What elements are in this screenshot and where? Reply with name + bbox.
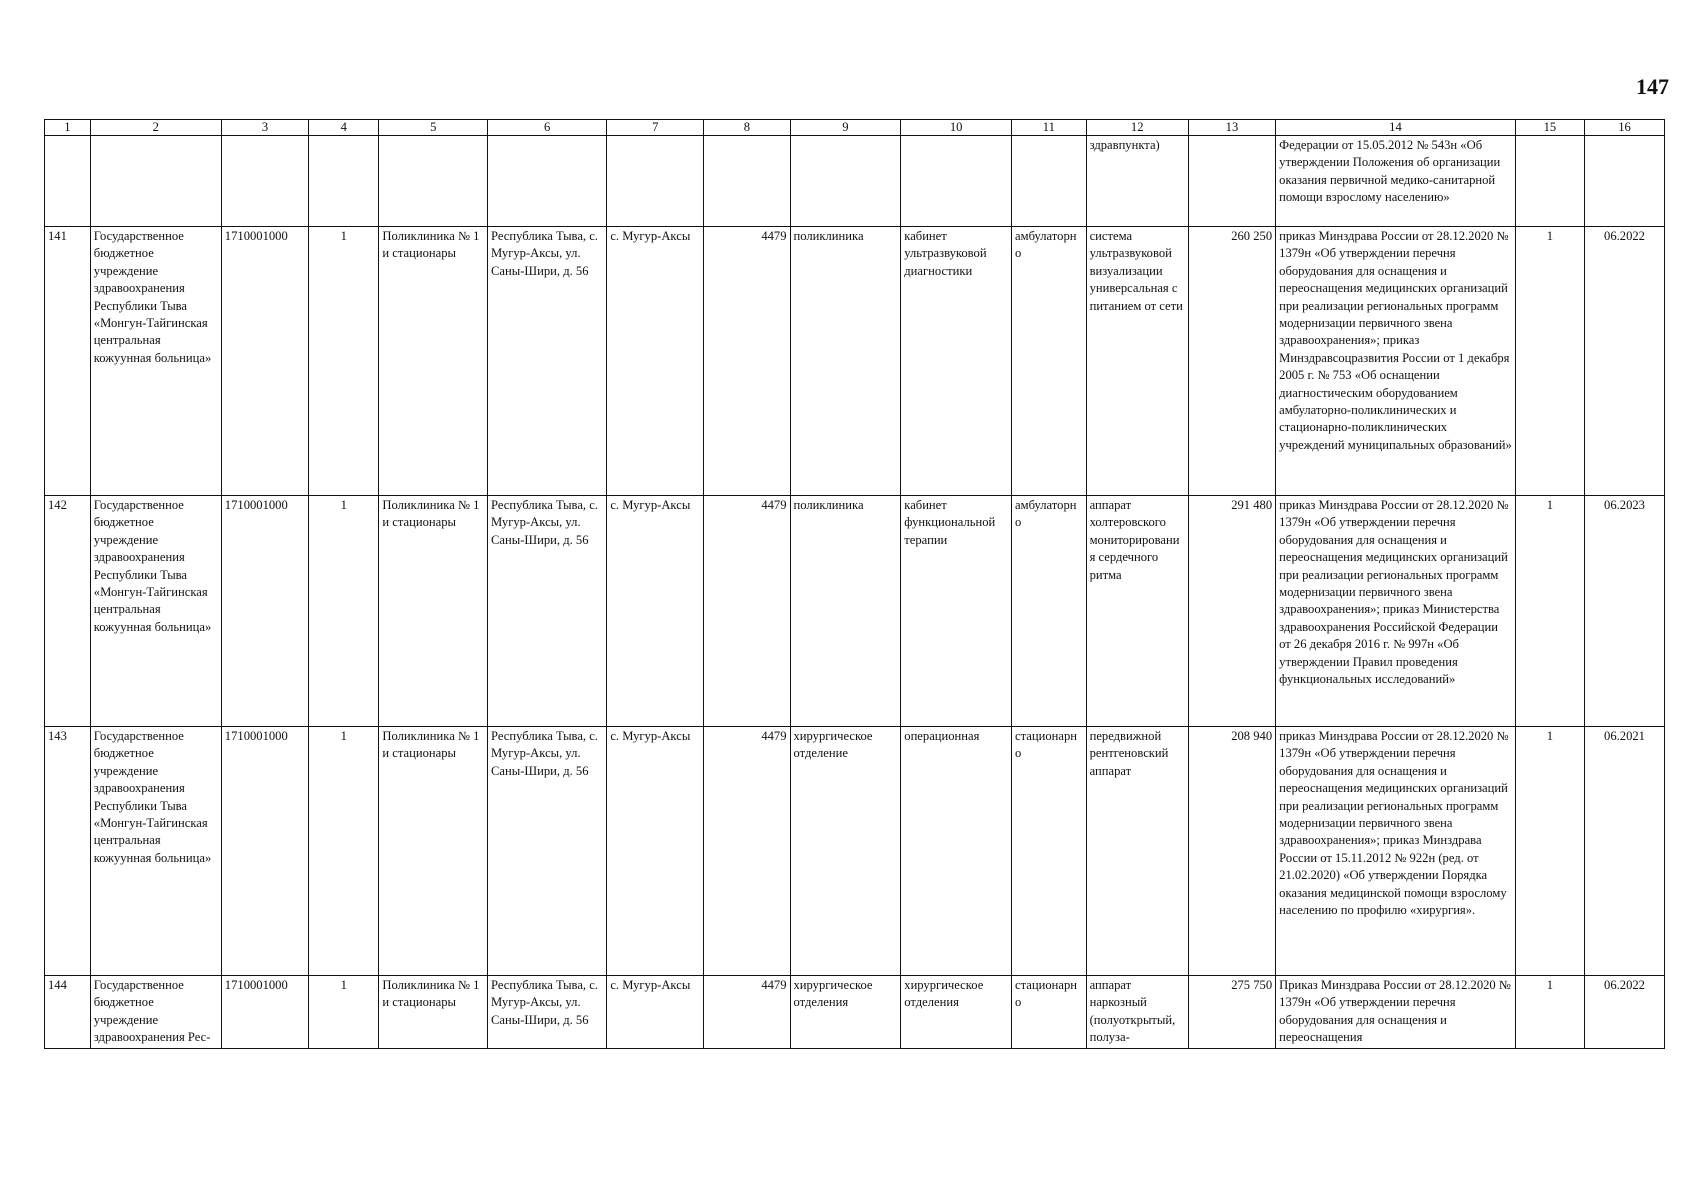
equipment-cell: аппарат наркозный (полуоткрытый, полуза-: [1086, 976, 1188, 1049]
column-header: 6: [488, 120, 607, 136]
basis-cell: Приказ Минздрава России от 28.12.2020 № 1379н «Об утверждении перечня оборудования для оснащения и переоснащения: [1279, 978, 1511, 1045]
basis-cell: Федерации от 15.05.2012 № 543н «Об утверждении Положения об организации оказания первичной медико-санитарной помощи взрослому населению»: [1276, 136, 1516, 227]
quantity-cell: 1: [1515, 227, 1584, 496]
quantity-cell: 1: [1515, 976, 1584, 1049]
col4-cell: 1: [309, 496, 379, 727]
mode-cell: стационарно: [1012, 976, 1087, 1049]
column-header: 1: [45, 120, 91, 136]
organization-cell: Государственное бюджетное учреждение здравоохранения Республики Тыва «Монгун-Тайгинская центральная кожуунная больница»: [90, 227, 221, 496]
row-number: 143: [45, 727, 91, 976]
basis-cell: приказ Минздрава России от 28.12.2020 № 1379н «Об утверждении перечня оборудования для оснащения и переоснащения медицинских организаций при реализации региональных программ модернизации первичного звена здравоохранения»; приказ Минздравсоцразвития России от 1 декабря 2005 г. № 753 «Об оснащении диагностическим оборудованием амбулаторно-поликлинических и стационарно-поликлинических учреждений муниципальных образований»: [1276, 227, 1516, 496]
organization-cell: Государственное бюджетное учреждение здравоохранения Республики Тыва «Монгун-Тайгинская центральная кожуунная больница»: [90, 727, 221, 976]
quantity-cell: 1: [1515, 496, 1584, 727]
unit-cell: Поликлиника № 1 и стационары: [379, 976, 488, 1049]
column-header: 2: [90, 120, 221, 136]
column-header: 5: [379, 120, 488, 136]
equipment-cell: передвижной рентгеновский аппарат: [1086, 727, 1188, 976]
organization-cell: Государственное бюджетное учреждение здравоохранения Республики Тыва «Монгун-Тайгинская центральная кожуунная больница»: [90, 496, 221, 727]
row-number: 141: [45, 227, 91, 496]
price-cell: 260 250: [1188, 227, 1275, 496]
price-cell: 291 480: [1188, 496, 1275, 727]
col4-cell: 1: [309, 727, 379, 976]
price-cell: 208 940: [1188, 727, 1275, 976]
column-header: 10: [901, 120, 1012, 136]
column-header: 14: [1276, 120, 1516, 136]
table-row: [45, 727, 1665, 976]
date-cell: 06.2023: [1585, 496, 1665, 727]
address-cell: Республика Тыва, с. Мугур-Аксы, ул. Саны-Шири, д. 56: [488, 976, 607, 1049]
room-cell: хирургическое отделения: [901, 976, 1012, 1049]
unit-cell: Поликлиника № 1 и стационары: [379, 496, 488, 727]
code-cell: 1710001000: [221, 976, 308, 1049]
room-cell: кабинет функциональной терапии: [901, 496, 1012, 727]
unit-cell: Поликлиника № 1 и стационары: [379, 727, 488, 976]
table-row: [45, 227, 1665, 496]
mode-cell: стационарно: [1012, 727, 1087, 976]
col8-cell: 4479: [704, 496, 790, 727]
column-number-row: [45, 120, 1665, 136]
locality-cell: с. Мугур-Аксы: [607, 496, 704, 727]
column-header: 3: [221, 120, 308, 136]
date-cell: 06.2022: [1585, 227, 1665, 496]
basis-cell: приказ Минздрава России от 28.12.2020 № 1379н «Об утверждении перечня оборудования для оснащения и переоснащения медицинских организаций при реализации региональных программ модернизации первичного звена здравоохранения»; приказ Министерства здравоохранения Российской Федерации от 26 декабря 2016 г. № 997н «Об утверждении Правил проведения функциональных исследований»: [1276, 496, 1516, 727]
continuation-row: [45, 136, 1665, 227]
locality-cell: с. Мугур-Аксы: [607, 727, 704, 976]
department-cell: поликлиника: [790, 227, 901, 496]
col4-cell: 1: [309, 976, 379, 1049]
room-cell: операционная: [901, 727, 1012, 976]
column-header: 8: [704, 120, 790, 136]
row-number: 142: [45, 496, 91, 727]
price-cell: 275 750: [1188, 976, 1275, 1049]
room-cell: кабинет ультразвуковой диагностики: [901, 227, 1012, 496]
equipment-cell: здравпункта): [1086, 136, 1188, 227]
basis-cell: приказ Минздрава России от 28.12.2020 № 1379н «Об утверждении перечня оборудования для оснащения и переоснащения медицинских организаций при реализации региональных программ модернизации первичного звена здравоохранения»; приказ Минздрава России от 15.11.2012 № 922н (ред. от 21.02.2020) «Об утверждении Порядка оказания медицинской помощи взрослому населению по профилю «хирургия».: [1276, 727, 1516, 976]
page-number: 147: [1636, 74, 1669, 99]
table-row: [45, 496, 1665, 727]
column-header: 11: [1012, 120, 1087, 136]
code-cell: 1710001000: [221, 727, 308, 976]
equipment-cell: аппарат холтеровского мониторирования сердечного ритма: [1086, 496, 1188, 727]
address-cell: Республика Тыва, с. Мугур-Аксы, ул. Саны-Шири, д. 56: [488, 496, 607, 727]
column-header: 4: [309, 120, 379, 136]
col8-cell: 4479: [704, 227, 790, 496]
locality-cell: с. Мугур-Аксы: [607, 227, 704, 496]
organization-cell: Государственное бюджетное учреждение здравоохранения Рес-: [90, 976, 221, 1049]
column-header: 13: [1188, 120, 1275, 136]
col8-cell: 4479: [704, 727, 790, 976]
date-cell: 06.2022: [1585, 976, 1665, 1049]
department-cell: поликлиника: [790, 496, 901, 727]
quantity-cell: 1: [1515, 727, 1584, 976]
mode-cell: амбулаторно: [1012, 227, 1087, 496]
column-header: 9: [790, 120, 901, 136]
col8-cell: 4479: [704, 976, 790, 1049]
equipment-register-table: [44, 119, 1665, 1049]
unit-cell: Поликлиника № 1 и стационары: [379, 227, 488, 496]
column-header: 15: [1515, 120, 1584, 136]
locality-cell: с. Мугур-Аксы: [607, 976, 704, 1049]
table-row: [45, 976, 1665, 1049]
address-cell: Республика Тыва, с. Мугур-Аксы, ул. Саны-Шири, д. 56: [488, 727, 607, 976]
code-cell: 1710001000: [221, 227, 308, 496]
department-cell: хирургическое отделение: [790, 727, 901, 976]
column-header: 12: [1086, 120, 1188, 136]
col4-cell: 1: [309, 227, 379, 496]
equipment-cell: система ультразвуковой визуализации универсальная с питанием от сети: [1086, 227, 1188, 496]
code-cell: 1710001000: [221, 496, 308, 727]
mode-cell: амбулаторно: [1012, 496, 1087, 727]
department-cell: хирургическое отделения: [790, 976, 901, 1049]
column-header: 16: [1585, 120, 1665, 136]
address-cell: Республика Тыва, с. Мугур-Аксы, ул. Саны-Шири, д. 56: [488, 227, 607, 496]
row-number: 144: [45, 976, 91, 1049]
column-header: 7: [607, 120, 704, 136]
date-cell: 06.2021: [1585, 727, 1665, 976]
